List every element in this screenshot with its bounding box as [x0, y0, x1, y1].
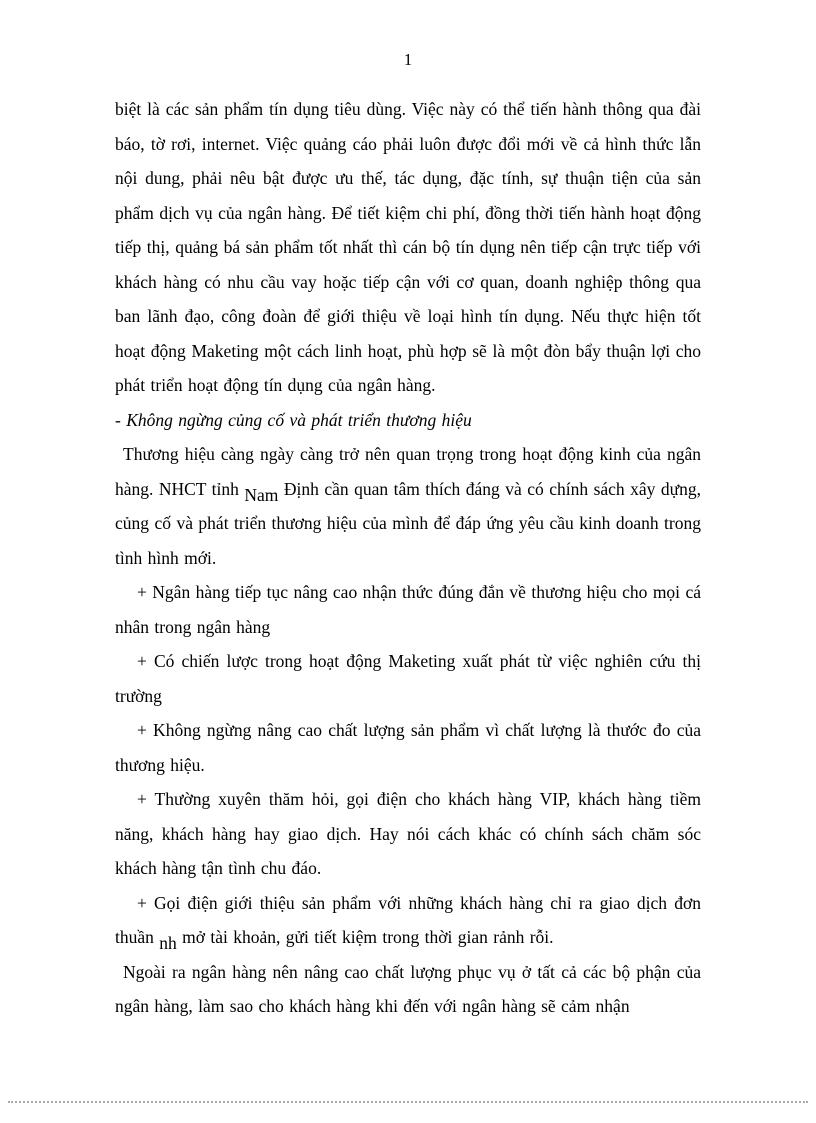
paragraph — [115, 644, 701, 713]
paragraph — [115, 955, 701, 1024]
paragraph — [115, 713, 701, 782]
lowered-text: nh — [159, 933, 177, 953]
text-run: - Không ngừng củng cố và phát triển thương hiệu — [115, 409, 472, 430]
text-run: + Có chiến lược trong hoạt động Maketing xuất phát từ việc nghiên cứu thị trường — [115, 651, 701, 706]
paragraph — [115, 92, 701, 403]
document-body — [115, 92, 701, 1024]
page-bottom-dotted-rule — [8, 1101, 808, 1103]
text-run: + Thường xuyên thăm hỏi, gọi điện cho khách hàng VIP, khách hàng tiềm năng, khách hàng hay giao dịch. Hay nói cách khác có chính sách chăm sóc khách hàng tận tình chu đáo. — [115, 789, 701, 878]
paragraph — [115, 575, 701, 644]
text-run: + Ngân hàng tiếp tục nâng cao nhận thức đúng đắn về thương hiệu cho mọi cá nhân trong ngân hàng — [115, 582, 701, 637]
paragraph — [115, 403, 701, 438]
text-run: mở tài khoản, gửi tiết kiệm trong thời gian rảnh rỗi. — [176, 927, 554, 947]
paragraph — [115, 886, 701, 955]
text-run: Thương hiệu càng ngày càng trở nên quan trọng trong hoạt động kinh của ngân hàng. NHCT tỉnh — [115, 444, 701, 499]
page-number: 1 — [403, 50, 413, 69]
paragraph — [115, 782, 701, 886]
lowered-text: Nam — [244, 484, 279, 505]
paragraph — [115, 437, 701, 575]
text-run: Ngoài ra ngân hàng nên nâng cao chất lượng phục vụ ở tất cả các bộ phận của ngân hàng, làm sao cho khách hàng khi đến với ngân hàng sẽ cảm nhận — [115, 961, 701, 1016]
text-run: + Không ngừng nâng cao chất lượng sản phẩm vì chất lượng là thước đo của thương hiệu. — [115, 720, 701, 775]
text-run: biệt là các sản phẩm tín dụng tiêu dùng. Việc này có thể tiến hành thông qua đài báo, tờ rơi, internet. Việc quảng cáo phải luôn được đổi mới về cả hình thức lẫn nội dung, phải nêu bật được ưu thế, tác dụng, đặc tính, sự thuận tiện của sản phẩm dịch vụ của ngân hàng. Để tiết kiệm chi phí, đồng thời tiến hành hoạt động tiếp thị, quảng bá sản phẩm tốt nhất thì cán bộ tín dụng nên tiếp cận trực tiếp với khách hàng có nhu cầu vay hoặc tiếp cận với cơ quan, doanh nghiệp thông qua ban lãnh đạo, công đoàn để giới thiệu về loại hình tín dụng. Nếu thực hiện tốt hoạt động Maketing một cách linh hoạt, phù hợp sẽ là một đòn bẩy thuận lợi cho phát triển hoạt động tín dụng của ngân hàng. — [115, 99, 701, 395]
text-run: Định cần quan tâm thích đáng và có chính sách xây dựng, củng cố và phát triển thương hiệu của mình để đáp ứng yêu cầu kinh doanh trong tình hình mới. — [115, 478, 701, 568]
text-run: + Gọi điện giới thiệu sản phẩm với những khách hàng chỉ ra giao dịch đơn thuần — [115, 892, 701, 947]
